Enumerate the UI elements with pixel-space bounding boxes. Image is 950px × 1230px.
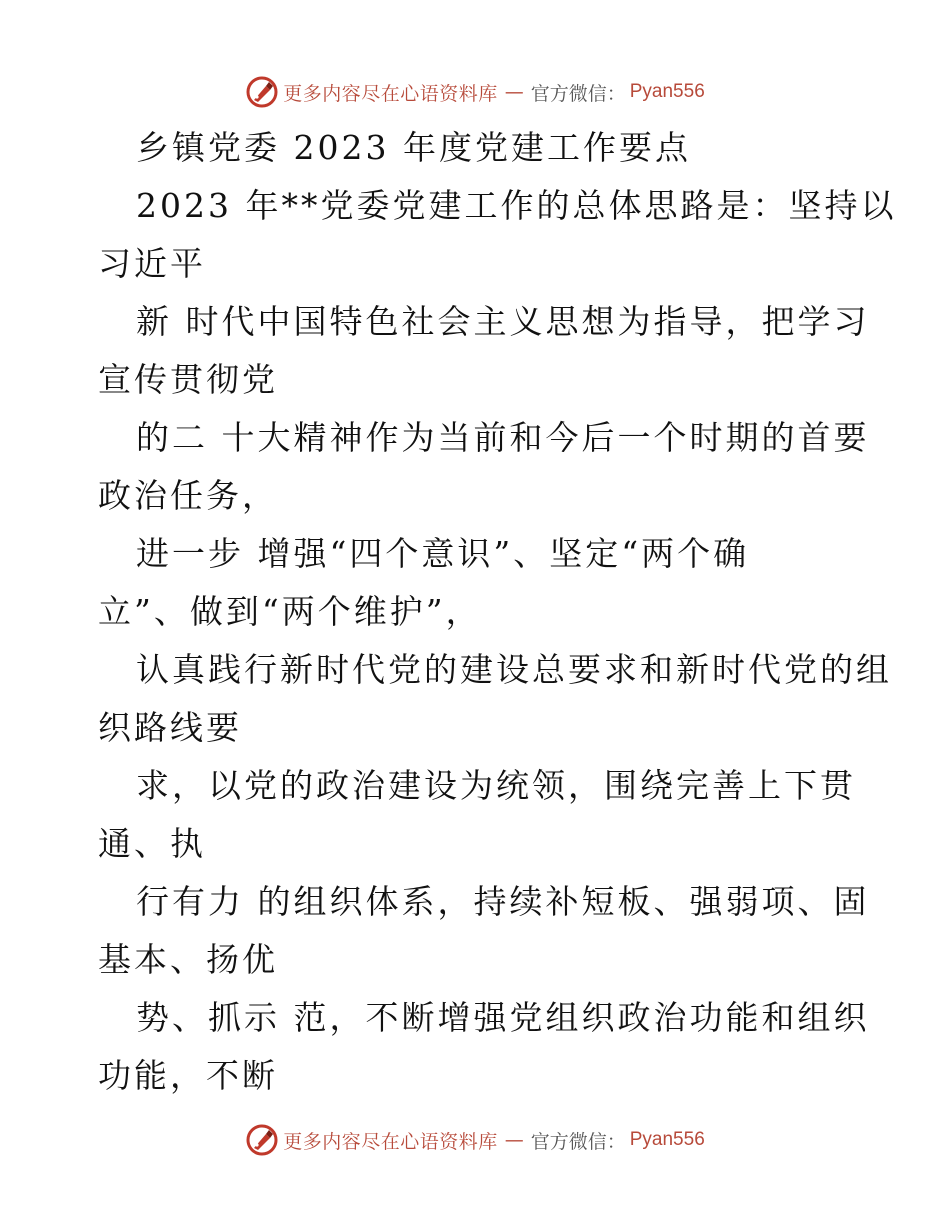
watermark-main-text: 更多内容尽在心语资料库 xyxy=(283,1130,498,1153)
paragraph-line: 的二 十大精神作为当前和今后一个时期的首要 xyxy=(136,418,870,457)
paragraph-line: 通、执 xyxy=(98,824,206,863)
watermark-content xyxy=(245,1123,705,1157)
watermark-content xyxy=(245,75,705,109)
header-watermark xyxy=(0,72,950,112)
watermark-wechat-label: 官方微信： xyxy=(530,82,626,105)
footer-watermark xyxy=(0,1120,950,1160)
watermark-main-text: 更多内容尽在心语资料库 xyxy=(283,82,498,105)
paragraph-line: 宣传贯彻党 xyxy=(98,360,278,399)
paragraph-line: 立”、做到“两个维护”， xyxy=(98,592,482,631)
paragraph-line: 基本、扬优 xyxy=(98,940,278,979)
watermark-wechat-id: Pyan556 xyxy=(629,1129,705,1150)
paragraph-line: 行有力 的组织体系，持续补短板、强弱项、固 xyxy=(136,882,870,921)
paragraph-line: 进一步 增强“四个意识”、坚定“两个确 xyxy=(136,534,750,573)
paragraph-line: 认真践行新时代党的建设总要求和新时代党的组 xyxy=(136,650,892,689)
fountain-pen-logo-icon xyxy=(245,75,279,109)
watermark-wechat-id: Pyan556 xyxy=(629,81,705,102)
paragraph-line: 习近平 xyxy=(98,244,206,283)
paragraph-line: 2023 年**党委党建工作的总体思路是：坚持以 xyxy=(136,186,897,225)
paragraph-line: 功能，不断 xyxy=(98,1056,278,1095)
fountain-pen-logo-icon xyxy=(245,1123,279,1157)
document-title: 乡镇党委 2023 年度党建工作要点 xyxy=(136,128,691,167)
paragraph-line: 新 时代中国特色社会主义思想为指导，把学习 xyxy=(136,302,870,341)
paragraph-line: 求，以党的政治建设为统领，围绕完善上下贯 xyxy=(136,766,856,805)
paragraph-line: 政治任务， xyxy=(98,476,278,515)
watermark-separator: — xyxy=(504,81,524,103)
paragraph-line: 织路线要 xyxy=(98,708,242,747)
watermark-separator: — xyxy=(504,1129,524,1151)
watermark-wechat-label: 官方微信： xyxy=(530,1130,626,1153)
paragraph-line: 势、抓示 范，不断增强党组织政治功能和组织 xyxy=(136,998,870,1037)
